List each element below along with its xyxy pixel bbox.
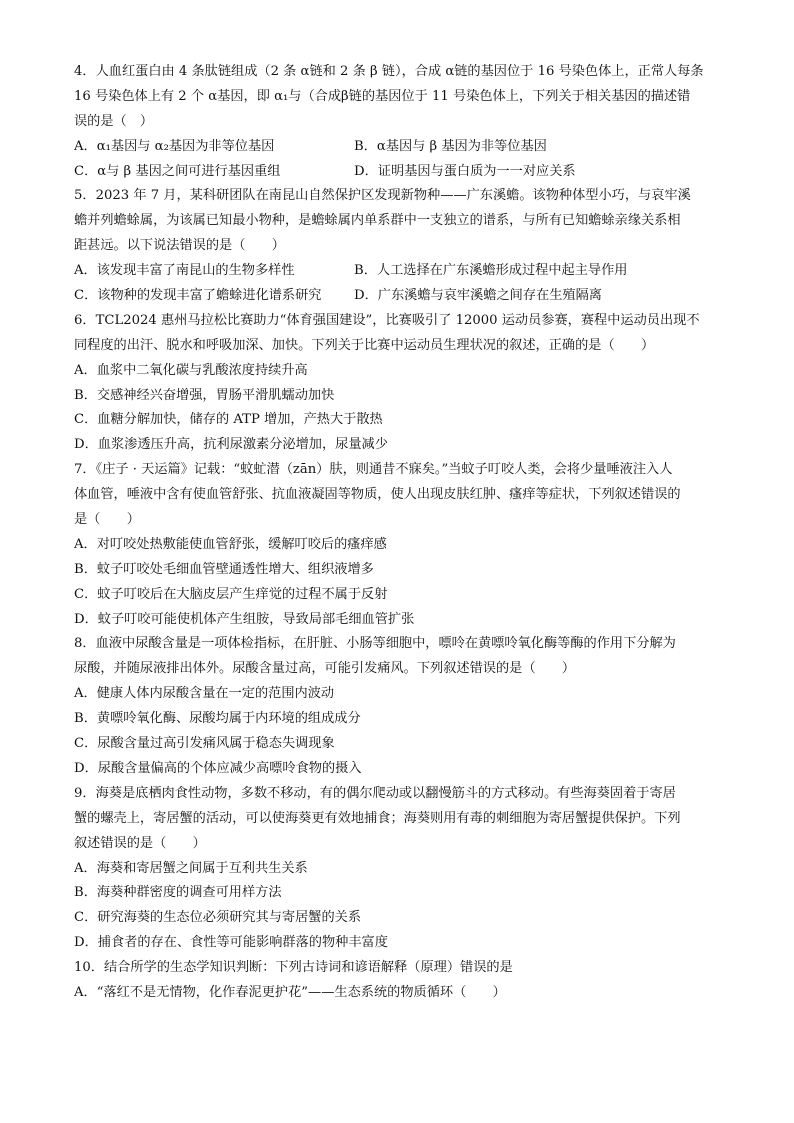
answer-option: D．广东溪蟾与哀牢溪蟾之间存在生殖隔离 <box>354 288 602 304</box>
question-block <box>74 782 720 956</box>
option-row <box>74 160 720 185</box>
answer-option: C．该物种的发现丰富了蟾蜍进化谱系研究 <box>74 288 322 304</box>
question-line: 蟹的螺壳上，寄居蟹的活动，可以使海葵更有效地捕食；海葵则用有毒的刺细胞为寄居蟹提供保护。下列 <box>74 810 681 826</box>
question-block <box>74 458 720 632</box>
question-line: 5．2023 年 7 月，某科研团队在南昆山自然保护区发现新物种——广东溪蟾。该物种体型小巧，与哀牢溪 <box>74 188 691 204</box>
question-line: 尿酸，并随尿液排出体外。尿酸含量过高，可能引发痛风。下列叙述错误的是（ ） <box>74 661 576 677</box>
answer-option: D．证明基因与蛋白质为一一对应关系 <box>354 163 576 179</box>
question-line: 误的是（ ） <box>74 113 154 129</box>
question-block <box>74 309 720 458</box>
question-list <box>74 60 720 1006</box>
question-line: C．尿酸含量过高引发痛风属于稳态失调现象 <box>74 736 335 752</box>
question-line: A．对叮咬处热敷能使血管舒张，缓解叮咬后的瘙痒感 <box>74 536 387 552</box>
question-line: 叙述错误的是（ ） <box>74 835 206 851</box>
question-line: 7．《庄子 · 天运篇》记载：“蚊虻潜（zān）肤，则通昔不寐矣。”当蚊子叮咬人类，会将少量唾液注入人 <box>74 462 673 478</box>
question-line: 4．人血红蛋白由 4 条肽链组成（2 条 α链和 2 条 β 链），合成 α链的基因位于 16 号染色体上，正常人每条 <box>74 64 704 79</box>
question-line: D．捕食者的存在、食性等可能影响群落的物种丰富度 <box>74 935 388 951</box>
question-line: 体血管，唾液中含有使血管舒张、抗血液凝固等物质，使人出现皮肤红肿、瘙痒等症状，下列叙述错误的 <box>74 487 681 503</box>
question-line: B．交感神经兴奋增强，胃肠平滑肌蠕动加快 <box>74 387 335 403</box>
question-line: D．尿酸含量偏高的个体应减少高嘌呤食物的摄入 <box>74 760 362 776</box>
question-line: A．健康人体内尿酸含量在一定的范围内波动 <box>74 686 335 702</box>
answer-option: B．人工选择在广东溪蟾形成过程中起主导作用 <box>354 263 628 279</box>
answer-option: A．α₁基因与 α₂基因为非等位基因 <box>74 138 275 154</box>
question-line: 8．血液中尿酸含量是一项体检指标，在肝脏、小肠等细胞中，嘌呤在黄嘌呤氧化酶等酶的作用下分解为 <box>74 636 676 652</box>
option-row <box>74 284 720 309</box>
question-line: C．血糖分解加快，储存的 ATP 增加，产热大于散热 <box>74 412 383 428</box>
question-line: 9．海葵是底栖肉食性动物，多数不移动，有的偶尔爬动或以翻慢筋斗的方式移动。有些海葵固着于寄居 <box>74 785 676 801</box>
question-block <box>74 956 720 1006</box>
answer-option: B．α基因与 β 基因为非等位基因 <box>354 138 547 154</box>
question-line: B．蚊子叮咬处毛细血管壁通透性增大、组织液增多 <box>74 561 374 577</box>
question-block <box>74 60 720 184</box>
question-line: B．黄嘌呤氧化酶、尿酸均属于内环境的组成成分 <box>74 711 361 727</box>
answer-option: C．α与 β 基因之间可进行基因重组 <box>74 163 281 179</box>
question-line: A．海葵和寄居蟹之间属于互利共生关系 <box>74 860 308 876</box>
question-line: 10．结合所学的生态学知识判断：下列古诗词和谚语解释（原理）错误的是 <box>74 960 513 976</box>
question-line: 蟾并列蟾蜍属，为该属已知最小物种，是蟾蜍属内单系群中一支独立的谱系，与所有已知蟾蜍亲缘关系相 <box>74 213 681 229</box>
question-block <box>74 184 720 308</box>
question-line: C．研究海葵的生态位必须研究其与寄居蟹的关系 <box>74 910 362 926</box>
question-line: 距甚远。以下说法错误的是（ ） <box>74 238 285 254</box>
question-line: A．血浆中二氧化碳与乳酸浓度持续升高 <box>74 362 308 378</box>
option-row <box>74 259 720 284</box>
question-line: 16 号染色体上有 2 个 α基因，即 α₁与（合成β链的基因位于 11 号染色体上，下列关于相关基因的描述错 <box>74 88 691 104</box>
question-line: A．“落红不是无情物，化作春泥更护花”——生态系统的物质循环（ ） <box>74 984 506 1000</box>
question-line: C．蚊子叮咬后在大脑皮层产生痒觉的过程不属于反射 <box>74 586 388 602</box>
question-line: 同程度的出汗、脱水和呼吸加深、加快。下列关于比赛中运动员生理状况的叙述，正确的是（ ） <box>74 337 655 353</box>
question-line: D．蚊子叮咬可能使机体产生组胺，导致局部毛细血管扩张 <box>74 611 415 627</box>
answer-option: A．该发现丰富了南昆山的生物多样性 <box>74 263 295 279</box>
question-line: 6．TCL2024 惠州马拉松比赛助力“体育强国建设”，比赛吸引了 12000 运动员参赛，赛程中运动员出现不 <box>74 312 700 328</box>
question-line: D．血浆渗透压升高，抗利尿激素分泌增加，尿量减少 <box>74 437 388 453</box>
option-row <box>74 135 720 160</box>
question-block <box>74 632 720 781</box>
question-line: 是（ ） <box>74 512 140 528</box>
question-line: B．海葵种群密度的调查可用样方法 <box>74 885 282 901</box>
